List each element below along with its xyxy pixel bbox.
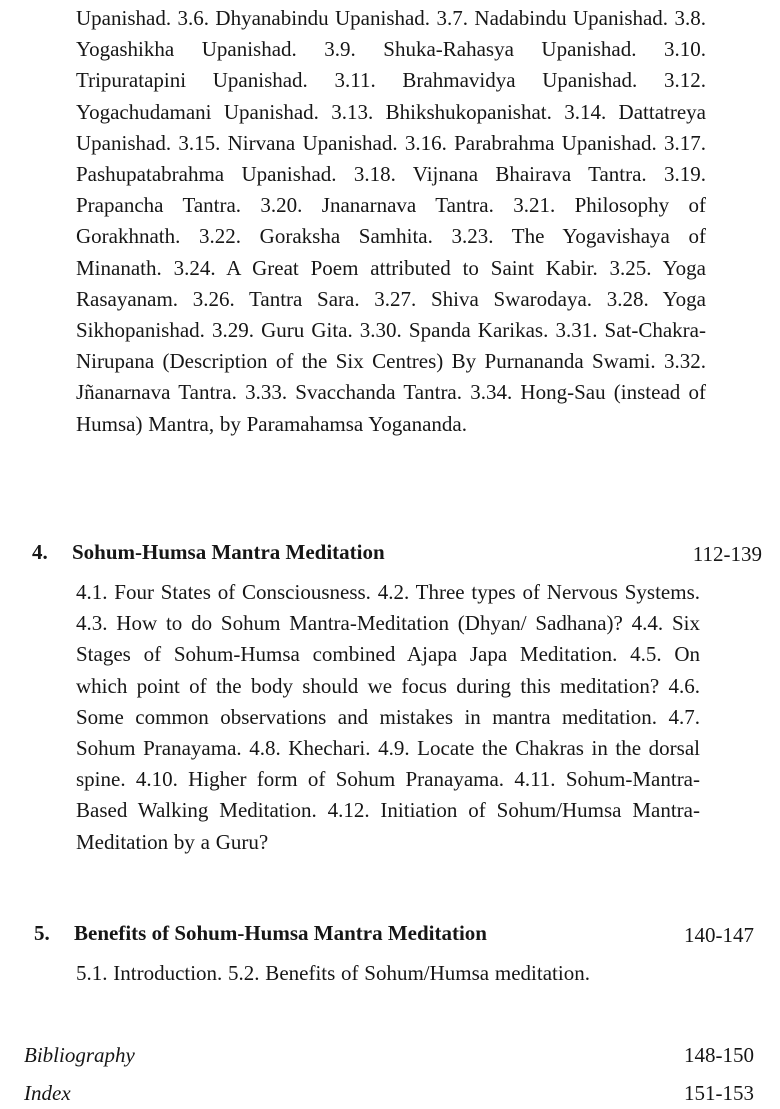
index-label: Index [24,1081,71,1105]
chapter-4-pages: 112-139 [692,542,762,566]
chapter-4-number: 4. [32,540,48,564]
chapter-4-subsections: 4.1. Four States of Consciousness. 4.2. Three types of Nervous Systems. 4.3. How to do Sohum Mantra-Meditation (Dhyan/ Sadhana)? 4.4. Six Stages of Sohum-Humsa combined Ajapa Japa Meditation. 4.5. On which point of the body should we focus during this meditation? 4.6. Some common observations and mistakes in mantra meditation. 4.7. Sohum Pranayama. 4.8. Khechari. 4.9. Locate the Chakras in the dorsal spine. 4.10. Higher form of Sohum Pranayama. 4.11. Sohum-Mantra-Based Walking Meditation. 4.12. Initiation of Sohum/Humsa Mantra-Meditation by a Guru? [76,580,700,854]
chapter-4-heading [32,537,472,568]
chapter-5-subsections: 5.1. Introduction. 5.2. Benefits of Sohum/Humsa meditation. [76,961,590,985]
index-pages: 151-153 [684,1081,754,1105]
chapter-5-heading [34,918,624,949]
chapter-5-pages: 140-147 [684,923,754,947]
chapter-3-subsections: Upanishad. 3.6. Dhyanabindu Upanishad. 3.7. Nadabindu Upanishad. 3.8. Yogashikha Upanishad. 3.9. Shuka-Rahasya Upanishad. 3.10. Tripuratapini Upanishad. 3.11. Brahmavidya Upanishad. 3.12. Yogachudamani Upanishad. 3.13. Bhikshukopanishat. 3.14. Dattatreya Upanishad. 3.15. Nirvana Upanishad. 3.16. Parabrahma Upanishad. 3.17. Pashupatabrahma Upanishad. 3.18. Vijnana Bhairava Tantra. 3.19. Prapancha Tantra. 3.20. Jnanarnava Tantra. 3.21. Philosophy of Gorakhnath. 3.22. Goraksha Samhita. 3.23. The Yogavishaya of Minanath. 3.24. A Great Poem attributed to Saint Kabir. 3.25. Yoga Rasayanam. 3.26. Tantra Sara. 3.27. Shiva Swarodaya. 3.28. Yoga Sikhopanishad. 3.29. Guru Gita. 3.30. Spanda Karikas. 3.31. Sat-Chakra-Nirupana (Description of the Six Centres) By Purnananda Swami. 3.32. Jñanarnava Tantra. 3.33. Svacchanda Tantra. 3.34. Hong-Sau (instead of Humsa) Mantra, by Paramahamsa Yogananda. [76,6,706,436]
chapter-4-title: Sohum-Humsa Mantra Meditation [72,540,385,564]
chapter-5-number: 5. [34,921,50,945]
bibliography-pages: 148-150 [684,1043,754,1067]
chapter-5-title: Benefits of Sohum-Humsa Mantra Meditation [74,921,487,945]
bibliography-label: Bibliography [24,1043,135,1067]
